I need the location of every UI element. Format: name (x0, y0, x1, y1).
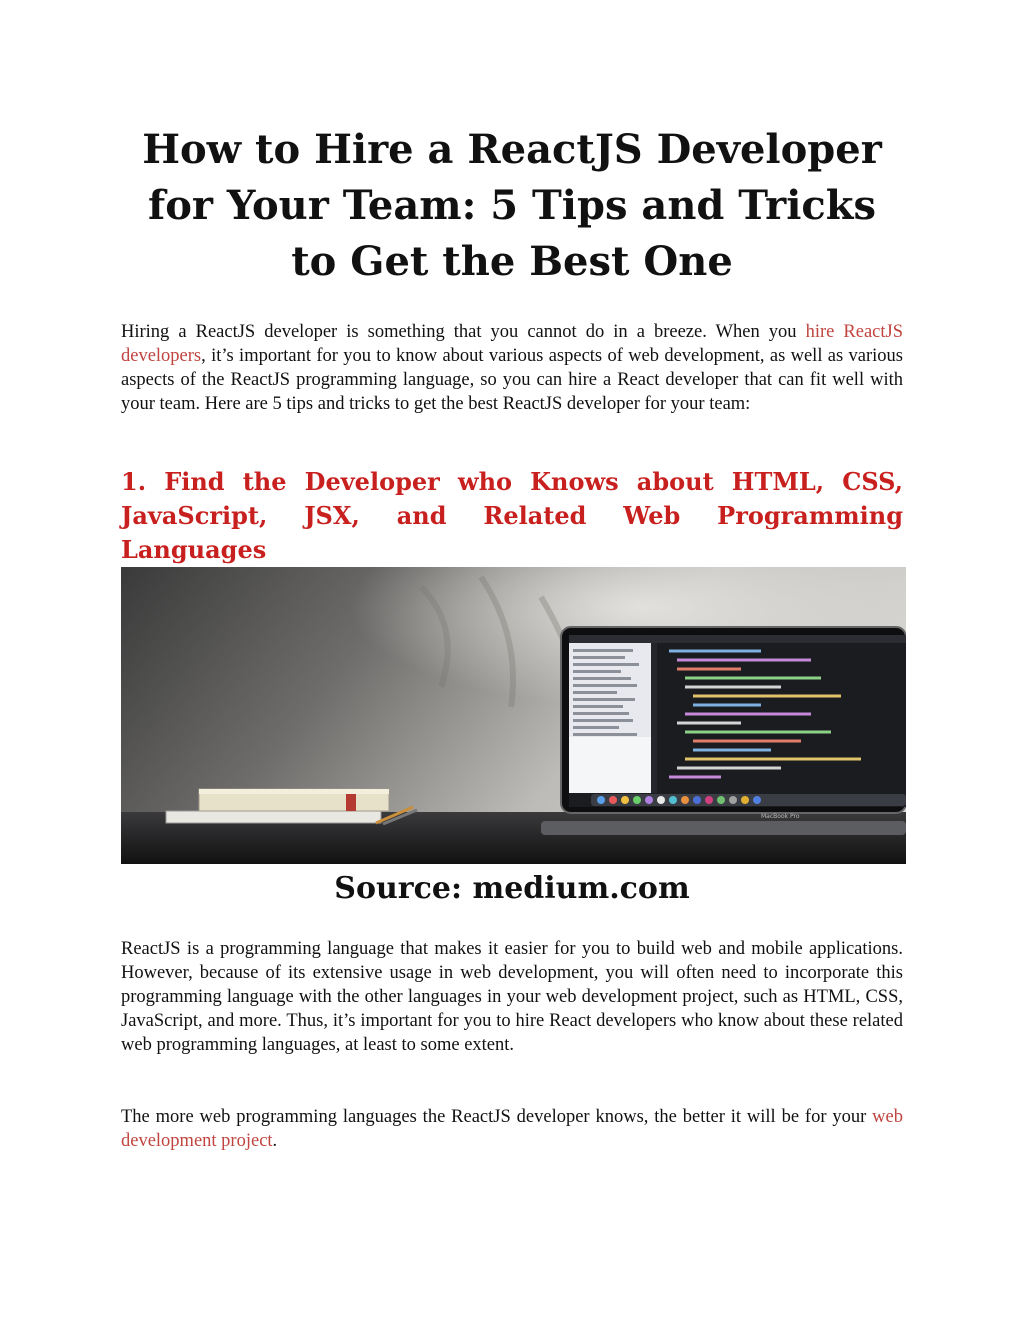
intro-text-end: , it’s important for you to know about various aspects of web development, as well as various aspects of the ReactJS programming language, so you can hire a React developer that can fit well with your team. Here are 5 tips and tricks to get the best ReactJS developer for your team: (121, 346, 903, 414)
title-line-2: for Your Team: 5 Tips and Tricks (147, 182, 877, 229)
title-line-3: to Get the Best One (291, 238, 733, 285)
hire-reactjs-developers-link[interactable]: hire ReactJS developers (121, 322, 903, 366)
section-1-heading (121, 465, 903, 567)
section-1-heading-line-3: Languages (121, 535, 267, 564)
section-1-heading-line-1: 1. Find the Developer who Knows about HTML, CSS, (121, 467, 903, 496)
intro-paragraph (121, 320, 903, 416)
section-1-heading-line-2: JavaScript, JSX, and Related Web Programming (121, 501, 903, 530)
paragraph-2-text-start: The more web programming languages the ReactJS developer knows, the better it will be for your (121, 1107, 873, 1127)
paragraph-2-text-end: . (272, 1131, 278, 1151)
intro-text-start: Hiring a ReactJS developer is something that you cannot do in a breeze. When you (121, 322, 806, 342)
image-source-caption: Source: medium.com (334, 871, 690, 906)
laptop-brand-label: MacBook Pro (761, 813, 800, 820)
laptop-photo (121, 567, 906, 864)
web-development-project-link[interactable]: web development project (121, 1107, 903, 1151)
laptop (541, 627, 906, 835)
article-title (100, 122, 924, 290)
section-1-paragraph-1: ReactJS is a programming language that makes it easier for you to build web and mobile applications. However, because of its extensive usage in web development, you will often need to incorporate this programming language with the other languages in your web development project, such as HTML, CSS, JavaScript, and more. Thus, it’s important for you to hire React developers who know about these related web programming languages, at least to some extent. (121, 939, 903, 1055)
section-1-paragraph-2 (121, 1105, 903, 1153)
laptop-code-image (121, 567, 906, 864)
title-line-1: How to Hire a ReactJS Developer (142, 126, 882, 173)
book-stack (166, 789, 417, 824)
